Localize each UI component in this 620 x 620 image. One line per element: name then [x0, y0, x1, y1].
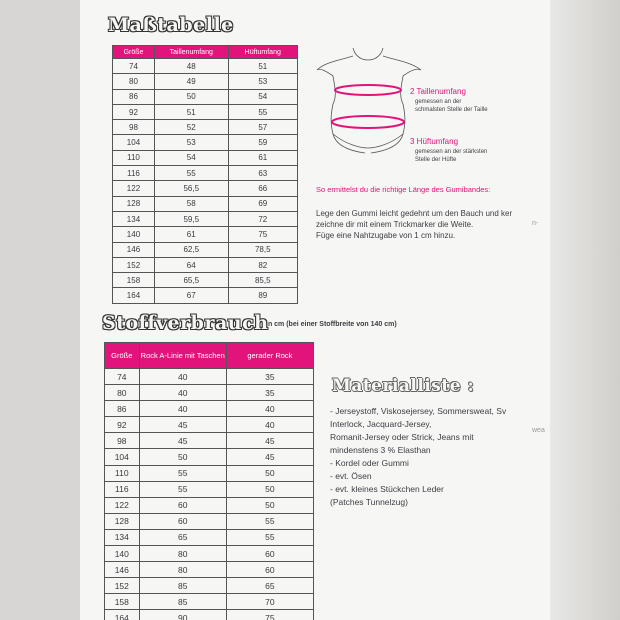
size-chart-cell: 158 [113, 273, 155, 288]
fabric-table-body [105, 369, 314, 620]
size-chart-cell: 63 [228, 166, 297, 181]
size-chart-cell: 61 [154, 227, 228, 242]
fabric-row [105, 529, 314, 545]
elastic-heading: So ermittelst du die richtige Länge des Gumibandes: [316, 185, 491, 194]
fabric-cell: 134 [105, 529, 140, 545]
size-chart-row [113, 166, 298, 181]
size-chart-row [113, 89, 298, 104]
hip-note-1: gemessen an der stärksten [415, 149, 488, 155]
materials-line-7: - evt. kleines Stückchen Leder [330, 484, 444, 494]
fabric-cell: 65 [226, 578, 313, 594]
size-chart-row [113, 257, 298, 272]
size-chart-row [113, 211, 298, 226]
size-chart-cell: 65,5 [154, 273, 228, 288]
size-chart-cell: 104 [113, 135, 155, 150]
torso-outline-left [317, 69, 365, 153]
fabric-cell: 80 [105, 385, 140, 401]
fabric-cell: 116 [105, 481, 140, 497]
fabric-row [105, 369, 314, 385]
size-chart-cell: 92 [113, 104, 155, 119]
fabric-cell: 35 [226, 385, 313, 401]
materials-line-6: - evt. Ösen [330, 471, 372, 481]
waist-note-2: schmalsten Stelle der Taille [415, 107, 488, 113]
col-header-size: Größe [113, 46, 155, 59]
fabric-cell: 50 [139, 449, 226, 465]
size-chart-cell: 140 [113, 227, 155, 242]
size-chart-cell: 53 [228, 74, 297, 89]
hip-measure-line [332, 116, 404, 128]
elastic-bleed-text: n- [532, 220, 539, 227]
fabric-cell: 128 [105, 513, 140, 529]
size-chart-cell: 146 [113, 242, 155, 257]
size-chart-cell: 56,5 [154, 181, 228, 196]
size-chart-cell: 49 [154, 74, 228, 89]
size-chart-row [113, 181, 298, 196]
fabric-cell: 60 [139, 513, 226, 529]
size-chart-cell: 62,5 [154, 242, 228, 257]
size-chart-cell: 80 [113, 74, 155, 89]
size-chart-cell: 86 [113, 89, 155, 104]
size-chart-cell: 52 [154, 120, 228, 135]
size-chart-row [113, 242, 298, 257]
waist-label: 2 Taillenumfang [410, 87, 466, 96]
size-chart-cell: 74 [113, 59, 155, 74]
torso-figure [315, 40, 425, 155]
fabric-col-header-size: Größe [105, 343, 140, 369]
materials-line-4: mindenstens 3 % Elasthan [330, 445, 431, 455]
fabric-table [104, 342, 314, 620]
size-chart-cell: 152 [113, 257, 155, 272]
fabric-cell: 164 [105, 610, 140, 620]
fabric-row [105, 385, 314, 401]
fabric-cell: 90 [139, 610, 226, 620]
elastic-line-1: Lege den Gummi leicht gedehnt um den Bauch und ker [316, 209, 513, 218]
fabric-cell: 45 [226, 449, 313, 465]
size-chart-cell: 134 [113, 211, 155, 226]
size-chart-cell: 48 [154, 59, 228, 74]
fabric-row [105, 578, 314, 594]
fabric-row [105, 417, 314, 433]
size-chart-cell: 69 [228, 196, 297, 211]
size-chart-cell: 58 [154, 196, 228, 211]
elastic-line-2: zeichne dir mit einem Trickmarker die Weite. [316, 220, 474, 229]
size-chart-cell: 55 [228, 104, 297, 119]
size-chart-cell: 122 [113, 181, 155, 196]
fabric-cell: 40 [139, 385, 226, 401]
fabric-cell: 55 [226, 513, 313, 529]
size-chart-body [113, 59, 298, 304]
size-chart-cell: 75 [228, 227, 297, 242]
fabric-cell: 152 [105, 578, 140, 594]
size-chart-cell: 82 [228, 257, 297, 272]
size-chart-cell: 78,5 [228, 242, 297, 257]
size-chart-cell: 54 [154, 150, 228, 165]
size-chart-row [113, 227, 298, 242]
materials-line-3: Romanit-Jersey oder Strick, Jeans mit [330, 432, 474, 442]
col-header-hip: Hüftumfang [228, 46, 297, 59]
size-chart-row [113, 150, 298, 165]
waist-note-1: gemessen an der [415, 99, 462, 105]
fabric-cell: 50 [226, 497, 313, 513]
fabric-cell: 40 [139, 369, 226, 385]
hip-label: 3 Hüftumfang [410, 137, 459, 146]
materials-line-2: Interlock, Jacquard-Jersey, [330, 419, 432, 429]
fabric-cell: 104 [105, 449, 140, 465]
fabric-cell: 158 [105, 594, 140, 610]
fabric-cell: 55 [139, 465, 226, 481]
size-chart-row [113, 59, 298, 74]
fabric-subtitle: in cm (bei einer Stoffbreite von 140 cm) [266, 321, 397, 328]
fabric-row [105, 449, 314, 465]
fabric-cell: 60 [226, 546, 313, 562]
brief-line [333, 134, 403, 148]
fabric-cell: 65 [139, 529, 226, 545]
fabric-cell: 50 [226, 481, 313, 497]
fabric-cell: 45 [226, 433, 313, 449]
fabric-row [105, 401, 314, 417]
size-chart-cell: 110 [113, 150, 155, 165]
size-chart-title: Maßtabelle [108, 14, 234, 36]
fabric-row [105, 594, 314, 610]
waist-measure-line [335, 85, 401, 95]
size-chart-cell: 57 [228, 120, 297, 135]
fabric-row [105, 465, 314, 481]
fabric-row [105, 513, 314, 529]
neck-line [353, 48, 383, 60]
fabric-cell: 55 [226, 529, 313, 545]
size-chart-table [112, 45, 298, 304]
size-chart-cell: 59 [228, 135, 297, 150]
fabric-cell: 110 [105, 465, 140, 481]
fabric-cell: 40 [139, 401, 226, 417]
elastic-line-3: Füge eine Nahtzugabe von 1 cm hinzu. [316, 231, 456, 240]
size-chart-cell: 59,5 [154, 211, 228, 226]
materials-line-1: - Jerseystoff, Viskosejersey, Sommersweat, Sv [330, 406, 507, 416]
size-chart-cell: 89 [228, 288, 297, 303]
fabric-row [105, 546, 314, 562]
materials-bleed-text: wea [532, 427, 545, 434]
fabric-cell: 45 [139, 433, 226, 449]
fabric-cell: 75 [226, 610, 313, 620]
fabric-header-row [105, 343, 314, 369]
fabric-cell: 122 [105, 497, 140, 513]
size-chart-cell: 51 [228, 59, 297, 74]
fabric-cell: 40 [226, 401, 313, 417]
fabric-title: Stoffverbrauch [102, 312, 269, 334]
fabric-col-header-straight: gerader Rock [226, 343, 313, 369]
fabric-cell: 80 [139, 562, 226, 578]
size-chart-cell: 55 [154, 166, 228, 181]
size-chart-cell: 116 [113, 166, 155, 181]
size-chart-row [113, 120, 298, 135]
fabric-cell: 50 [226, 465, 313, 481]
fabric-row [105, 497, 314, 513]
page-edge-shadow [550, 0, 620, 620]
fabric-cell: 80 [139, 546, 226, 562]
size-chart-cell: 66 [228, 181, 297, 196]
col-header-waist: Taillenumfang [154, 46, 228, 59]
fabric-cell: 98 [105, 433, 140, 449]
size-chart-cell: 164 [113, 288, 155, 303]
size-chart-row [113, 74, 298, 89]
size-chart-row [113, 135, 298, 150]
fabric-cell: 55 [139, 481, 226, 497]
fabric-cell: 85 [139, 578, 226, 594]
size-chart-cell: 61 [228, 150, 297, 165]
fabric-cell: 92 [105, 417, 140, 433]
fabric-col-header-aline: Rock A-Linie mit Taschen [139, 343, 226, 369]
fabric-row [105, 433, 314, 449]
fabric-cell: 60 [139, 497, 226, 513]
pattern-page [80, 0, 550, 620]
shoulder-line [317, 56, 421, 70]
fabric-cell: 85 [139, 594, 226, 610]
size-chart-cell: 85,5 [228, 273, 297, 288]
fabric-cell: 45 [139, 417, 226, 433]
fabric-cell: 74 [105, 369, 140, 385]
size-chart-cell: 54 [228, 89, 297, 104]
size-chart-header-row [113, 46, 298, 59]
fabric-row [105, 610, 314, 620]
fabric-cell: 86 [105, 401, 140, 417]
size-chart-row [113, 288, 298, 303]
fabric-cell: 40 [226, 417, 313, 433]
size-chart-cell: 50 [154, 89, 228, 104]
fabric-cell: 146 [105, 562, 140, 578]
size-chart-cell: 98 [113, 120, 155, 135]
size-chart-cell: 128 [113, 196, 155, 211]
size-chart-cell: 53 [154, 135, 228, 150]
materials-title: Materialliste : [332, 376, 475, 396]
size-chart-row [113, 104, 298, 119]
hip-note-2: Stelle der Hüfte [415, 157, 457, 163]
size-chart-cell: 67 [154, 288, 228, 303]
fabric-row [105, 481, 314, 497]
size-chart-cell: 72 [228, 211, 297, 226]
fabric-cell: 70 [226, 594, 313, 610]
materials-line-5: - Kordel oder Gummi [330, 458, 409, 468]
size-chart-cell: 51 [154, 104, 228, 119]
materials-line-8: (Patches Tunnelzug) [330, 497, 408, 507]
fabric-cell: 140 [105, 546, 140, 562]
fabric-row [105, 562, 314, 578]
size-chart-cell: 64 [154, 257, 228, 272]
fabric-cell: 35 [226, 369, 313, 385]
size-chart-row [113, 196, 298, 211]
size-chart-row [113, 273, 298, 288]
fabric-cell: 60 [226, 562, 313, 578]
